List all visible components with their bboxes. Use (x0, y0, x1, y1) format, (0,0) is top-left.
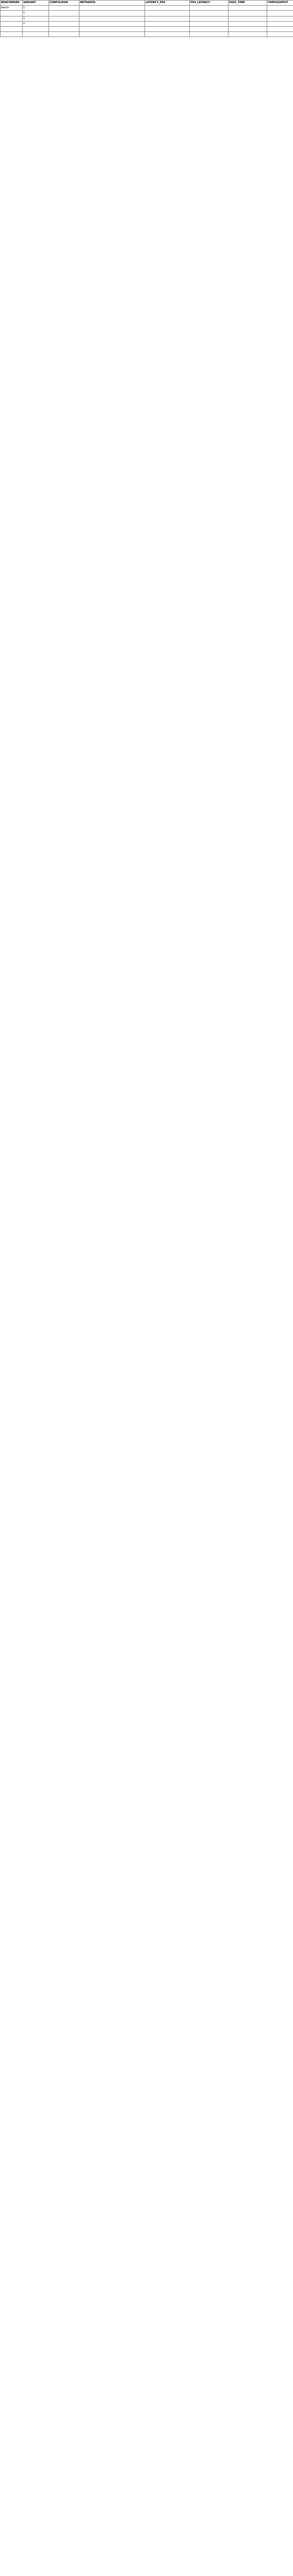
table-cell (229, 27, 267, 32)
table-cell: 1 (23, 16, 49, 21)
table-cell (49, 16, 79, 21)
table-cell (229, 16, 267, 21)
column-header[interactable]: METADATA (79, 1, 145, 6)
table-cell: 1 (23, 11, 49, 16)
column-header[interactable]: CONFIG/RUN (49, 1, 79, 6)
table-cell (1, 27, 23, 32)
table-cell (190, 21, 229, 26)
column-header[interactable]: P95_LATENCY (190, 1, 229, 6)
table-cell (145, 6, 190, 11)
table-cell (190, 11, 229, 16)
table-cell (267, 16, 293, 21)
table-cell (79, 16, 145, 21)
table-cell (229, 21, 267, 26)
table-cell (190, 16, 229, 21)
table-cell (267, 32, 293, 37)
table-cell (49, 27, 79, 32)
table-cell (1, 11, 23, 16)
table-cell (267, 6, 293, 11)
table-cell (79, 11, 145, 16)
table-cell (49, 11, 79, 16)
table-cell (229, 6, 267, 11)
table-cell (1, 21, 23, 26)
column-header[interactable]: LATENCY_P50 (145, 1, 190, 6)
table-cell: 1 (23, 21, 49, 26)
data-table (0, 0, 293, 37)
table-cell (190, 6, 229, 11)
header-row (1, 1, 293, 6)
table-cell (1, 16, 23, 21)
table-cell (267, 21, 293, 26)
table-cell (190, 32, 229, 37)
table-row[interactable] (1, 6, 293, 11)
table-cell: 1 (23, 6, 49, 11)
table-cell: bench (1, 6, 23, 11)
table-row[interactable] (1, 27, 293, 32)
table-cell (145, 27, 190, 32)
table-cell (49, 6, 79, 11)
table-cell (267, 11, 293, 16)
table-cell (79, 21, 145, 26)
table-cell (190, 27, 229, 32)
column-header[interactable]: VARIANT (23, 1, 49, 6)
table-cell (49, 32, 79, 37)
column-header[interactable]: EXEC_TIME (229, 1, 267, 6)
table-cell (229, 11, 267, 16)
table-cell (267, 27, 293, 32)
table-cell (145, 21, 190, 26)
table-cell (79, 6, 145, 11)
table-cell (145, 32, 190, 37)
table-cell (23, 32, 49, 37)
table-cell (79, 27, 145, 32)
table-row[interactable] (1, 21, 293, 26)
table-cell (79, 32, 145, 37)
table-cell (49, 21, 79, 26)
table-cell (145, 11, 190, 16)
table-cell (145, 16, 190, 21)
table-cell (229, 32, 267, 37)
table-cell (23, 27, 49, 32)
table-row[interactable] (1, 16, 293, 21)
table-row[interactable] (1, 11, 293, 16)
table-cell (1, 32, 23, 37)
column-header[interactable]: THROUGHPUT (267, 1, 293, 6)
column-header[interactable]: BENCHMARK (1, 1, 23, 6)
table-row[interactable] (1, 32, 293, 37)
